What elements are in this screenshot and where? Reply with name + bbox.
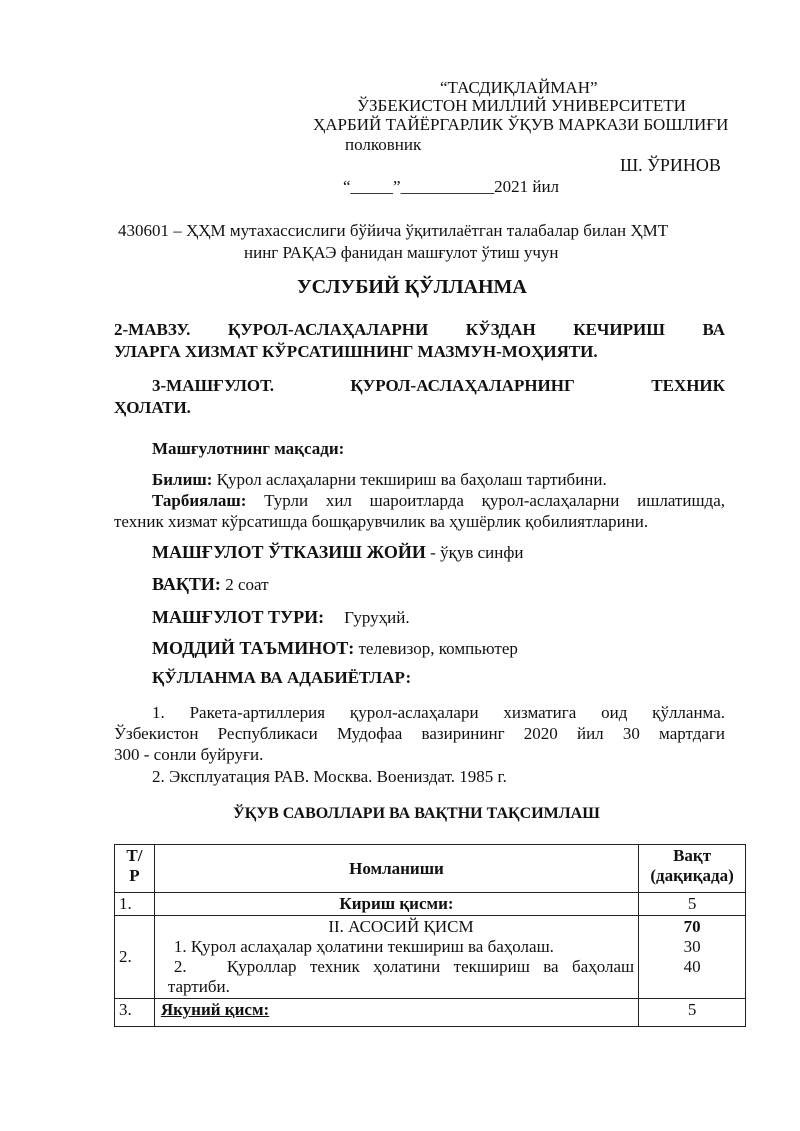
intro-line1: 430601 – ҲҲМ мутахассислиги бўйича ўқитилаётган талабалар билан ҲМТ [118, 221, 669, 240]
approval-university: ЎЗБЕКИСТОН МИЛЛИЙ УНИВЕРСИТЕТИ [357, 96, 686, 115]
table-row [115, 893, 746, 916]
row3-name: Якуний қисм: [154, 999, 638, 1027]
approval-rank: полковник [345, 135, 422, 154]
knowledge-label: Билиш: [152, 470, 213, 489]
knowledge-line [152, 470, 607, 490]
material-line [152, 638, 518, 659]
row2-name [154, 916, 638, 999]
upbringing-label: Тарбиялаш: [152, 491, 247, 510]
row2-sub2: 2. Қуроллар техник ҳолатини текшириш ва баҳолаш [173, 957, 635, 976]
lesson-line2: ҲОЛАТИ. [114, 398, 191, 417]
goal-heading: Машғулотнинг мақсади: [152, 439, 345, 458]
row3-number: 3. [115, 999, 155, 1027]
literature-heading: ҚЎЛЛАНМА ВА АДАБИЁТЛАР: [152, 668, 412, 687]
row2-time-total: 70 [683, 917, 701, 936]
row1-name: Кириш қисми: [154, 893, 638, 916]
time-text: 2 соат [220, 575, 269, 594]
table-row [115, 999, 746, 1027]
place-text: - ўқув синфи [425, 543, 524, 562]
literature-item2: 2. Эксплуатация РАВ. Москва. Воениздат. 1985 г. [152, 767, 507, 786]
table-row [115, 916, 746, 999]
type-text: Гуруҳий. [344, 608, 410, 627]
row2-time1: 30 [683, 937, 701, 956]
row2-number: 2. [115, 916, 155, 999]
literature-item1-line2: Ўзбекистон Республикаси Мудофаа вазирининг 2020 йил 30 мартдаги [114, 724, 725, 743]
approval-title: “ТАСДИҚЛАЙМАН” [440, 78, 598, 97]
upbringing-line2: техник хизмат кўрсатишда бошқарувчилик ва ҳушёрлик қобилиятларини. [114, 512, 649, 531]
row2-sub1: 1. Қурол аслаҳалар ҳолатини текшириш ва баҳолаш. [173, 937, 554, 956]
material-text: телевизор, компьютер [354, 639, 518, 658]
header-time [639, 845, 746, 893]
time-label: ВАҚТИ: [152, 574, 221, 594]
literature-item1-line3: 300 - сонли буйруғи. [114, 745, 264, 764]
type-line [152, 607, 410, 628]
time-line [152, 574, 269, 595]
document-title: УСЛУБИЙ ҚЎЛЛАНМА [297, 276, 527, 298]
row2-heading: II. АСОСИЙ ҚИСМ [328, 917, 474, 936]
header-time-line1: Вақт [673, 846, 712, 865]
schedule-table [114, 844, 746, 1027]
intro-line2: нинг РАҚАЭ фанидан машғулот ўтиш учун [244, 243, 559, 262]
approval-name: Ш. ЎРИНОВ [620, 155, 721, 175]
topic-line2: УЛАРГА ХИЗМАТ КЎРСАТИШНИНГ МАЗМУН-МОҲИЯТИ. [114, 342, 598, 361]
type-label: МАШҒУЛОТ ТУРИ: [152, 607, 325, 627]
row2-time2: 40 [683, 957, 701, 976]
literature-item1-line1: 1. Ракета-артиллерия қурол-аслаҳалари хизматига оид қўлланма. [152, 703, 725, 722]
approval-center: ҲАРБИЙ ТАЙЁРГАРЛИК ЎҚУВ МАРКАЗИ БОШЛИҒИ [313, 115, 729, 134]
lesson-line1: 3-МАШҒУЛОТ. ҚУРОЛ-АСЛАҲАЛАРНИНГ ТЕХНИК [152, 376, 725, 395]
header-number [115, 845, 155, 893]
table-header-row [115, 845, 746, 893]
upbringing-line1 [152, 491, 725, 511]
place-line [152, 542, 523, 563]
row2-time [639, 916, 746, 999]
row1-time: 5 [639, 893, 746, 916]
row1-number: 1. [115, 893, 155, 916]
topic-line1: 2-МАВЗУ. ҚУРОЛ-АСЛАҲАЛАРНИ КЎЗДАН КЕЧИРИШ ВА [114, 320, 725, 339]
header-number-line2: Р [129, 866, 140, 885]
row3-time: 5 [639, 999, 746, 1027]
material-label: МОДДИЙ ТАЪМИНОТ: [152, 638, 355, 658]
header-name: Номланиши [154, 845, 638, 893]
knowledge-text: Қурол аслаҳаларни текшириш ва баҳолаш тартибини. [212, 470, 607, 489]
place-label: МАШҒУЛОТ ЎТКАЗИШ ЖОЙИ [152, 542, 426, 562]
row2-sub2b: тартиби. [167, 977, 230, 996]
table-heading: ЎҚУВ САВОЛЛАРИ ВА ВАҚТНИ ТАҚСИМЛАШ [233, 805, 600, 822]
upbringing-text: Турли хил шароитларда қурол-аслаҳаларни ишлатишда, [246, 491, 725, 510]
header-number-line1: Т/ [126, 846, 143, 865]
header-time-line2: (дақиқада) [650, 866, 734, 885]
approval-date: “_____”___________2021 йил [343, 177, 560, 196]
